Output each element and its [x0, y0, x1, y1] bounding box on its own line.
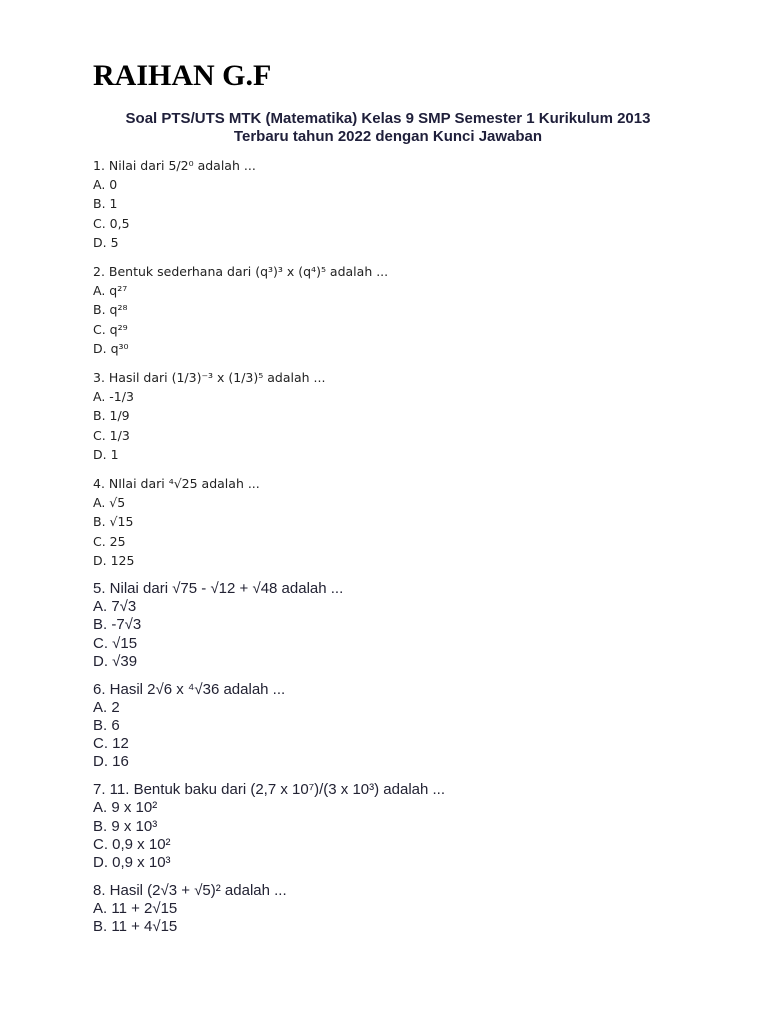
document-title-line-2: Terbaru tahun 2022 dengan Kunci Jawaban — [233, 128, 543, 145]
question-2 — [93, 262, 693, 358]
answer-option: B. 6 — [93, 716, 120, 734]
answer-option: A. q²⁷ — [93, 283, 128, 299]
answer-option: B. 1/9 — [93, 408, 130, 424]
answer-option: C. q²⁹ — [93, 321, 128, 337]
question-6 — [93, 681, 693, 772]
answer-option: A. -1/3 — [93, 389, 134, 405]
question-8 — [93, 882, 693, 937]
question-prompt: 2. Bentuk sederhana dari (q³)³ x (q⁴)⁵ adalah ... — [93, 264, 389, 280]
answer-option: A. √5 — [93, 495, 126, 511]
answer-option: A. 0 — [93, 177, 118, 193]
answer-option: A. 11 + 2√15 — [93, 899, 178, 917]
answer-option: D. √39 — [93, 652, 138, 670]
answer-option: B. 9 x 10³ — [93, 817, 158, 835]
author-name: RAIHAN G.F — [93, 59, 272, 92]
answer-option: C. 0,5 — [93, 215, 130, 231]
question-3 — [93, 368, 693, 464]
answer-option: D. q³⁰ — [93, 340, 129, 356]
answer-option: D. 0,9 x 10³ — [93, 853, 171, 871]
answer-option: B. -7√3 — [93, 616, 142, 634]
answer-option: D. 16 — [93, 753, 129, 771]
answer-option: B. 1 — [93, 196, 118, 212]
question-prompt: 3. Hasil dari (1/3)⁻³ x (1/3)⁵ adalah ... — [93, 370, 326, 386]
question-4 — [93, 474, 693, 570]
answer-option: D. 5 — [93, 234, 119, 250]
answer-option: C. √15 — [93, 634, 138, 652]
question-prompt: 6. Hasil 2√6 x ⁴√36 adalah ... — [93, 680, 286, 698]
answer-option: B. q²⁸ — [93, 302, 128, 318]
question-prompt: 4. NIlai dari ⁴√25 adalah ... — [93, 476, 260, 492]
document-title — [93, 110, 693, 146]
answer-option: C. 25 — [93, 533, 126, 549]
question-1 — [93, 156, 693, 252]
answer-option: C. 12 — [93, 735, 129, 753]
answer-option: A. 7√3 — [93, 598, 137, 616]
answer-option: A. 9 x 10² — [93, 799, 158, 817]
answer-option: D. 125 — [93, 552, 135, 568]
answer-option: B. 11 + 4√15 — [93, 918, 178, 936]
answer-option: D. 1 — [93, 446, 119, 462]
question-prompt: 7. 11. Bentuk baku dari (2,7 x 10⁷)/(3 x 10³) adalah ... — [93, 781, 446, 799]
answer-option: C. 0,9 x 10² — [93, 835, 171, 853]
question-prompt: 5. Nilai dari √75 - √12 + √48 adalah ... — [93, 580, 344, 598]
answer-option: A. 2 — [93, 698, 120, 716]
question-prompt: 8. Hasil (2√3 + √5)² adalah ... — [93, 881, 287, 899]
document-page — [93, 58, 693, 946]
question-7 — [93, 781, 693, 872]
document-title-line-1: Soal PTS/UTS MTK (Matematika) Kelas 9 SMP Semester 1 Kurikulum 2013 — [125, 110, 651, 127]
answer-option: B. √15 — [93, 514, 134, 530]
answer-option: C. 1/3 — [93, 427, 130, 443]
question-prompt: 1. Nilai dari 5/2⁰ adalah ... — [93, 158, 256, 173]
question-5 — [93, 580, 693, 671]
